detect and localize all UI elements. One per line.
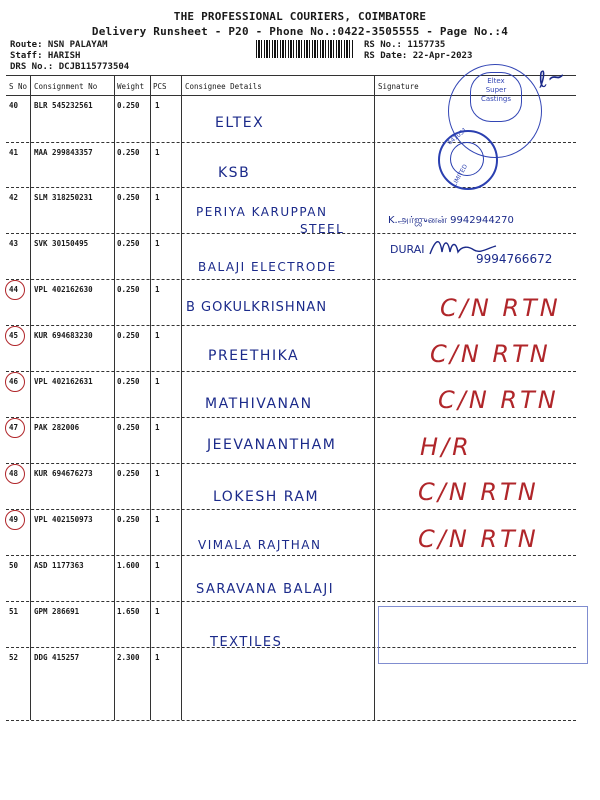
table-row-weight: 1.600 (117, 561, 140, 570)
table-row-weight: 0.250 (117, 515, 140, 524)
table-row-sno: 44 (9, 285, 19, 294)
table-row-sno: 47 (9, 423, 19, 432)
table-row-signature: C/N RTN (430, 340, 551, 368)
table-row-pcs: 1 (155, 561, 160, 570)
table-row-pcs: 1 (155, 285, 160, 294)
col-header-sno: S No (9, 82, 28, 91)
table-row-pcs: 1 (155, 193, 160, 202)
table-row-signature: C/N RTN (438, 386, 559, 414)
table-row-consignment: KUR 694676273 (34, 469, 93, 478)
rectangular-stamp (378, 606, 588, 664)
route-label: Route: NSN PALAYAM (10, 40, 108, 50)
table-row-consignee: MATHIVANAN (205, 396, 313, 412)
table-row-pcs: 1 (155, 423, 160, 432)
table-row-weight: 0.250 (117, 285, 140, 294)
col-header-consignee: Consignee Details (185, 82, 262, 91)
table-row-pcs: 1 (155, 331, 160, 340)
table-row-weight: 2.300 (117, 653, 140, 662)
rs-date: RS Date: 22-Apr-2023 (364, 51, 473, 61)
table-row-consignment: KUR 694683230 (34, 331, 93, 340)
row42-handwritten-signature: K.அர்ஜுனன் 9942944270 (388, 215, 514, 226)
page-title: THE PROFESSIONAL COURIERS, COIMBATORE (173, 10, 427, 23)
row-divider (6, 279, 576, 280)
table-row-consignment: GPM 286691 (34, 607, 80, 616)
table-row-consignment: PAK 282006 (34, 423, 80, 432)
row-divider (6, 325, 576, 326)
row43-signature-name: DURAI (390, 243, 425, 256)
table-row-sno: 40 (9, 101, 19, 110)
table-row-consignment: VPL 402150973 (34, 515, 93, 524)
drs-number: DRS No.: DCJB115773504 (10, 62, 130, 72)
table-row-consignee: JEEVANANTHAM (207, 437, 337, 453)
table-row-consignee: B GOKULKRISHNAN (186, 300, 328, 315)
table-row-consignee: KSB (218, 165, 251, 181)
row-divider (6, 233, 576, 234)
table-row-weight: 0.250 (117, 331, 140, 340)
table-row-weight: 0.250 (117, 423, 140, 432)
round-seal-pin: 641031 (446, 126, 469, 147)
eltex-line1: Eltex (487, 77, 505, 85)
col-header-pcs: PCS (153, 82, 167, 91)
eltex-line2: Super (485, 85, 507, 94)
table-row-consignment: MAA 299843357 (34, 148, 93, 157)
round-seal-label: LIMITED (451, 163, 470, 188)
col-divider-weight (150, 75, 151, 720)
table-row-weight: 0.250 (117, 148, 140, 157)
table-row-consignee: ELTEX (215, 115, 265, 131)
row-divider (6, 187, 576, 188)
table-row-consignment: VPL 402162631 (34, 377, 93, 386)
table-row-pcs: 1 (155, 377, 160, 386)
table-row-sno: 41 (9, 148, 19, 157)
table-row-pcs: 1 (155, 469, 160, 478)
table-row-sno: 43 (9, 239, 19, 248)
table-row-weight: 0.250 (117, 377, 140, 386)
table-row-consignee: BALAJI ELECTRODE (198, 260, 337, 274)
eltex-logo-stamp (470, 72, 522, 122)
table-row-consignment: SLM 318250231 (34, 193, 93, 202)
staff-label: Staff: HARISH (10, 51, 81, 61)
table-row-signature: H/R (420, 433, 472, 461)
table-row-sno: 51 (9, 607, 19, 616)
row-divider (6, 601, 576, 602)
table-row-weight: 1.650 (117, 607, 140, 616)
col-header-weight: Weight (117, 82, 145, 91)
table-row-sno: 49 (9, 515, 19, 524)
row-divider (6, 509, 576, 510)
row-divider (6, 463, 576, 464)
table-row-consignee: PERIYA KARUPPAN (196, 205, 328, 219)
row-divider (6, 555, 576, 556)
eltex-line3: Castings (480, 94, 512, 103)
table-row-sno: 48 (9, 469, 19, 478)
table-row-signature: C/N RTN (418, 525, 539, 553)
round-seal-inner (450, 142, 484, 176)
table-row-weight: 0.250 (117, 193, 140, 202)
rs-number: RS No.: 1157735 (364, 40, 446, 50)
table-row-sno: 52 (9, 653, 19, 662)
table-row-consignee: SARAVANA BALAJI (196, 582, 335, 597)
row43-signature-phone: 9994766672 (476, 252, 553, 266)
table-row-pcs: 1 (155, 515, 160, 524)
table-row-consignee: VIMALA RAJTHAN (198, 538, 322, 552)
table-row-sno: 45 (9, 331, 19, 340)
table-row-signature: C/N RTN (440, 294, 561, 322)
table-row-consignment: VPL 402162630 (34, 285, 93, 294)
table-row-pcs: 1 (155, 239, 160, 248)
col-divider-consignee (374, 75, 375, 720)
table-row-consignment: BLR 545232561 (34, 101, 93, 110)
col-header-signature: Signature (378, 82, 419, 91)
barcode (256, 40, 354, 58)
table-row-consignment: SVK 30150495 (34, 239, 89, 248)
table-row-consignment: DDG 415257 (34, 653, 80, 662)
page-subtitle: Delivery Runsheet - P20 - Phone No.:0422-3505555 - Page No.:4 (91, 25, 509, 38)
row-divider (6, 417, 576, 418)
col-divider-sno (30, 75, 31, 720)
eltex-signature: ℓ~ (535, 63, 568, 94)
col-divider-consignment (114, 75, 115, 720)
row-divider (6, 720, 576, 721)
table-row-pcs: 1 (155, 148, 160, 157)
col-divider-pcs (181, 75, 182, 720)
table-row-consignee-line2: STEEL (300, 222, 345, 236)
table-row-signature: C/N RTN (418, 478, 539, 506)
row-divider (6, 371, 576, 372)
table-row-consignee: PREETHIKA (208, 348, 300, 364)
table-row-sno: 42 (9, 193, 19, 202)
table-row-consignee: TEXTILES (210, 635, 283, 650)
table-row-sno: 50 (9, 561, 19, 570)
col-header-consignment: Consignment No (34, 82, 98, 91)
table-row-pcs: 1 (155, 607, 160, 616)
table-row-consignment: ASD 1177363 (34, 561, 84, 570)
table-row-weight: 0.250 (117, 101, 140, 110)
table-row-pcs: 1 (155, 101, 160, 110)
table-row-weight: 0.250 (117, 239, 140, 248)
table-row-consignee: LOKESH RAM (213, 489, 320, 505)
table-row-pcs: 1 (155, 653, 160, 662)
table-row-weight: 0.250 (117, 469, 140, 478)
table-row-sno: 46 (9, 377, 19, 386)
